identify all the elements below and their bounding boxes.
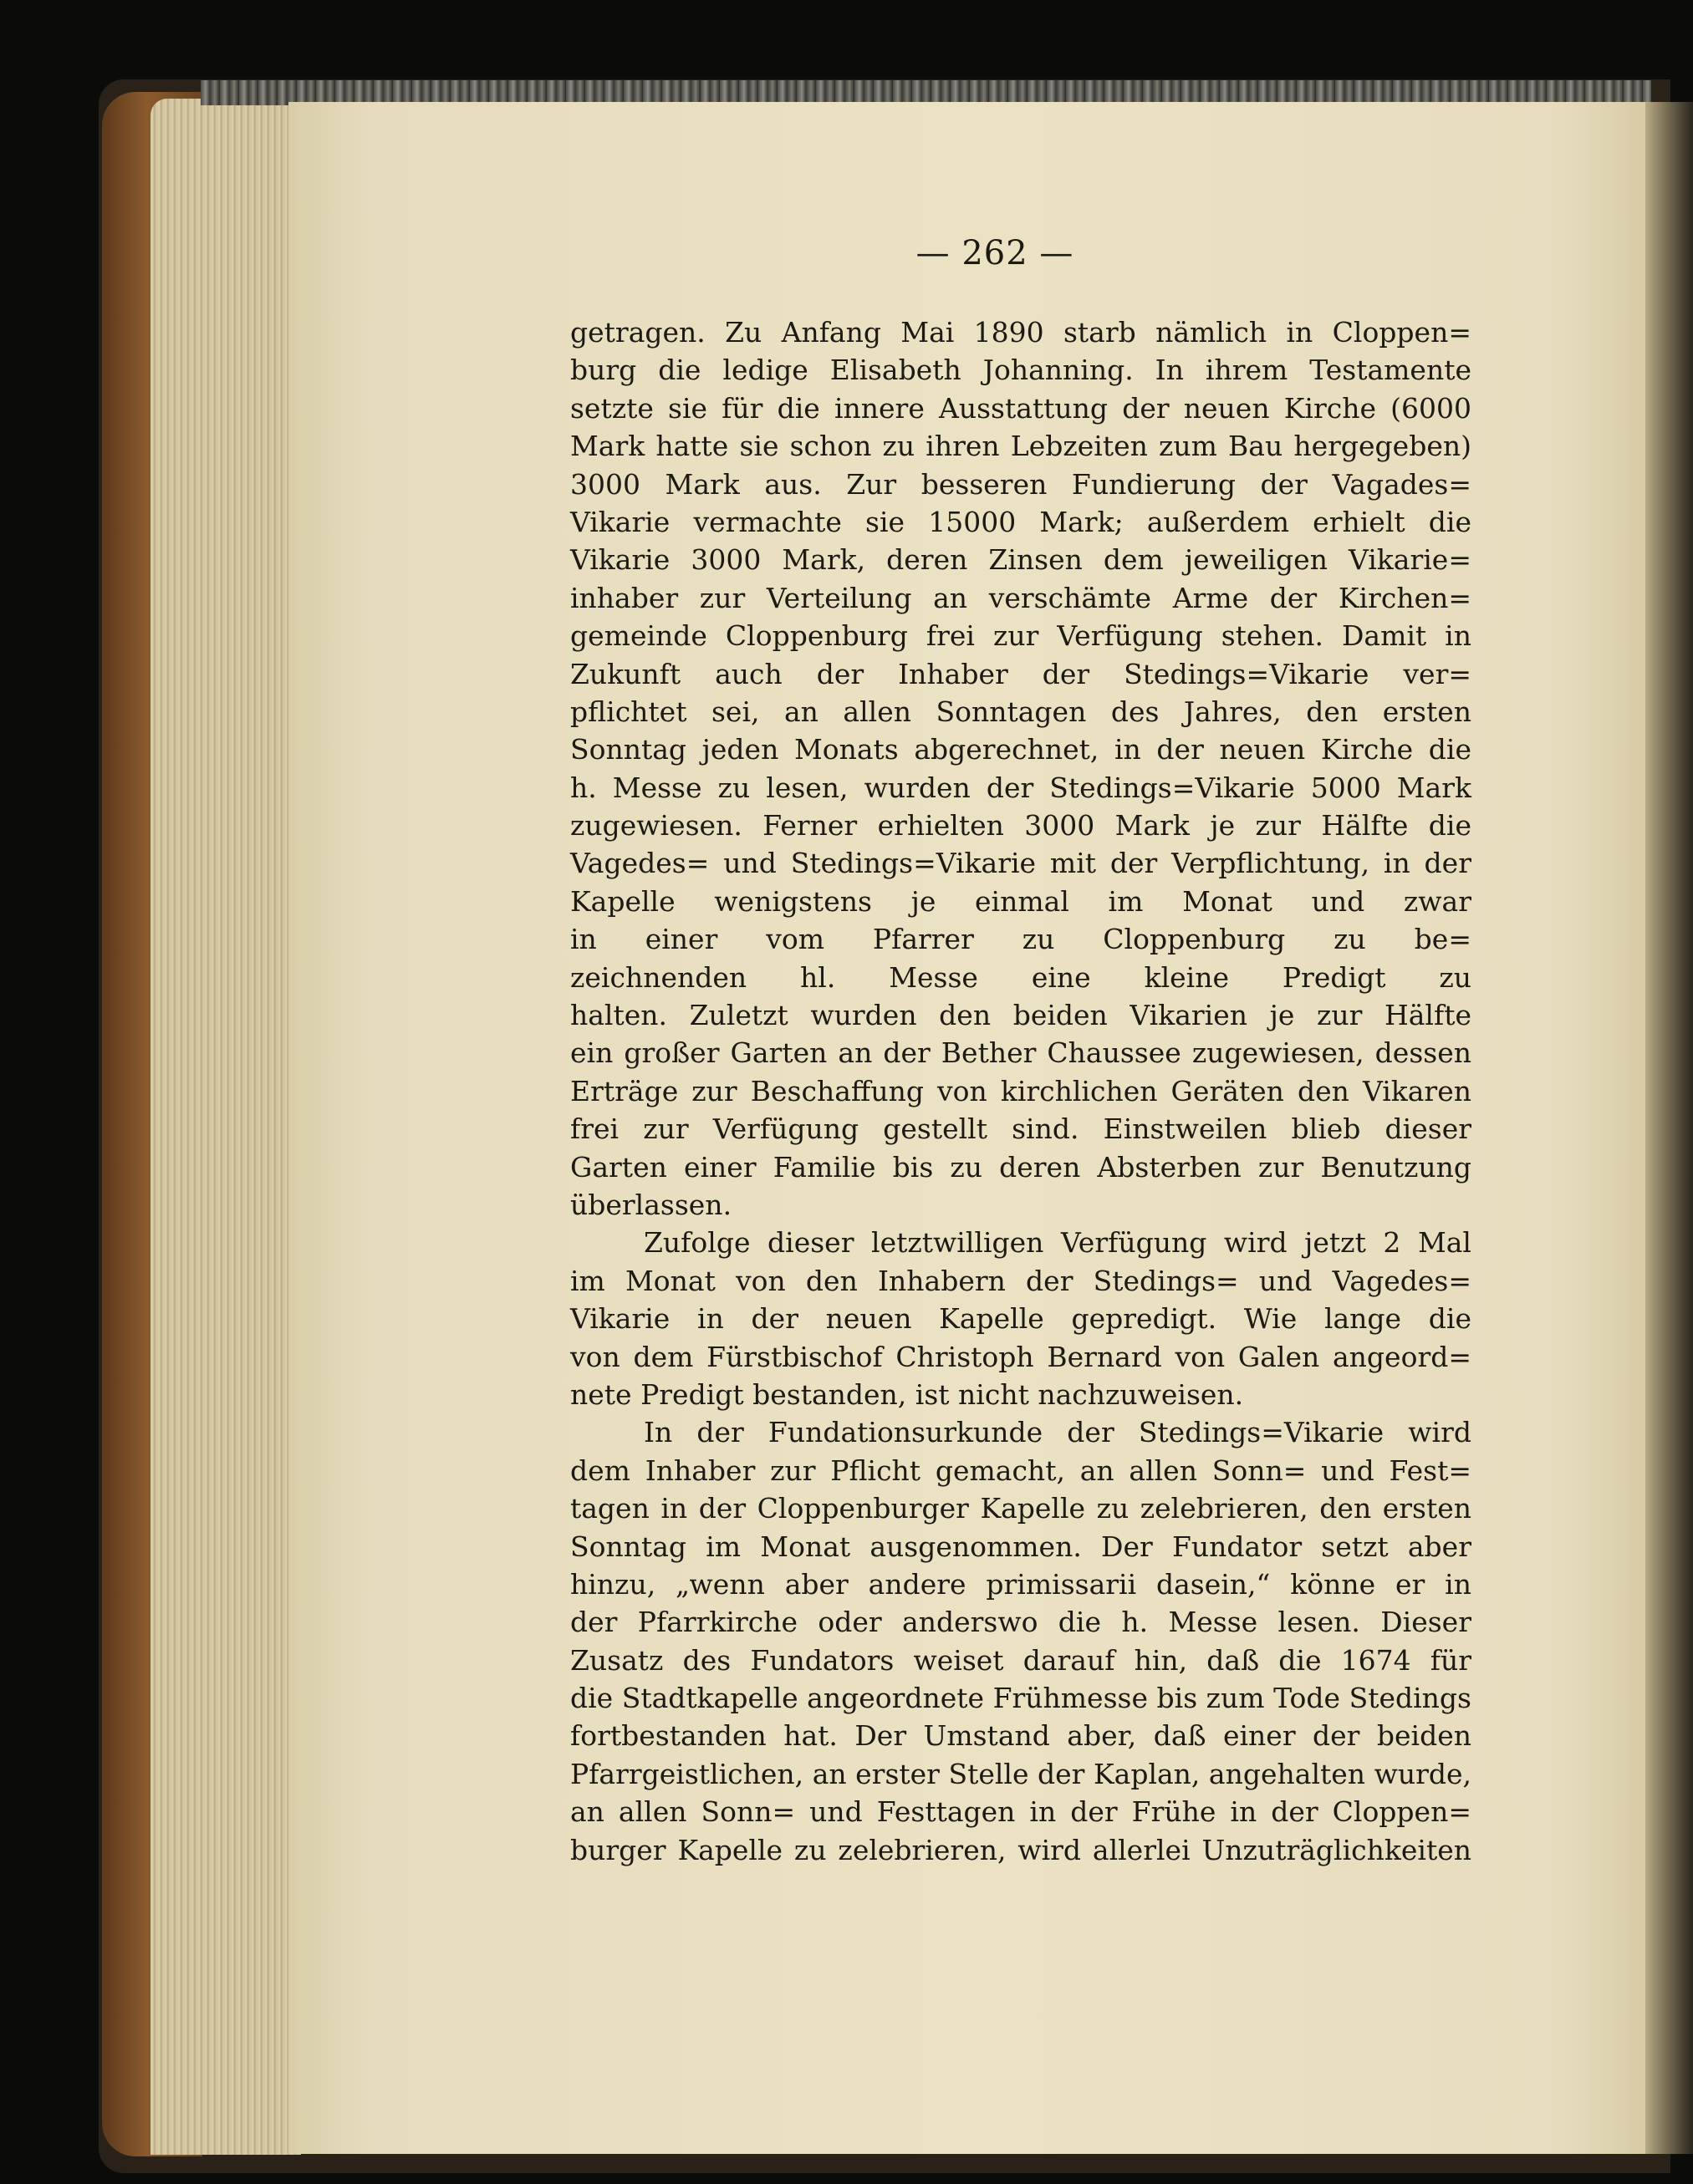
text-line: Vikarie vermachte sie 15000 Mark; außerdem erhielt die (570, 505, 1471, 538)
text-line: der Pfarrkirche oder anderswo die h. Messe lesen. Dieser (570, 1606, 1471, 1639)
page-stack-edges (150, 99, 301, 2155)
text-line: zeichnenden hl. Messe eine kleine Predigt zu (570, 960, 1471, 994)
page-gutter (1645, 102, 1693, 2154)
text-line: die Stadtkapelle angeordnete Frühmesse bis zum Tode Stedings (570, 1682, 1471, 1715)
text-line: halten. Zuletzt wurden den beiden Vikarien je zur Hälfte (570, 999, 1471, 1032)
text-line: Vikarie 3000 Mark, deren Zinsen dem jeweiligen Vikarie= (570, 543, 1471, 577)
text-line: getragen. Zu Anfang Mai 1890 starb nämlich in Cloppen= (570, 316, 1471, 349)
text-line: Mark hatte sie schon zu ihren Lebzeiten zum Bau hergegeben) (570, 430, 1471, 463)
text-line: frei zur Verfügung gestellt sind. Einstweilen blieb dieser (570, 1112, 1471, 1146)
body-text (570, 313, 1471, 1869)
text-line: überlassen. (570, 1188, 732, 1221)
text-line: Sonntag jeden Monats abgerechnet, in der neuen Kirche die (570, 733, 1471, 766)
text-line: Vikarie in der neuen Kapelle gepredigt. Wie lange die (570, 1302, 1471, 1336)
text-line: pflichtet sei, an allen Sonntagen des Jahres, den ersten (570, 695, 1471, 728)
text-line: an allen Sonn= und Festtagen in der Frühe in der Cloppen= (570, 1795, 1471, 1829)
text-line: ein großer Garten an der Bether Chaussee zugewiesen, dessen (570, 1036, 1471, 1070)
text-line: hinzu, „wenn aber andere primissarii dasein,“ könne er in (570, 1567, 1471, 1601)
text-line: h. Messe zu lesen, wurden der Stedings=Vikarie 5000 Mark (570, 771, 1471, 804)
text-line: setzte sie für die innere Ausstattung der neuen Kirche (6000 (570, 391, 1471, 425)
text-line: inhaber zur Verteilung an verschämte Arme der Kirchen= (570, 581, 1471, 614)
text-line: fortbestanden hat. Der Umstand aber, daß einer der beiden (570, 1719, 1471, 1753)
page-number: — 262 — (915, 234, 1074, 272)
text-line: Sonntag im Monat ausgenommen. Der Fundator setzt aber (570, 1530, 1471, 1563)
text-line: im Monat von den Inhabern der Stedings= und Vagedes= (570, 1264, 1471, 1297)
text-line: Vagedes= und Stedings=Vikarie mit der Verpflichtung, in der (570, 847, 1471, 880)
text-line: tagen in der Cloppenburger Kapelle zu zelebrieren, den ersten (570, 1492, 1471, 1525)
text-line: Zukunft auch der Inhaber der Stedings=Vikarie ver= (570, 657, 1471, 690)
text-line: burg die ledige Elisabeth Johanning. In ihrem Testamente (570, 354, 1471, 387)
text-line: in einer vom Pfarrer zu Cloppenburg zu be= (570, 923, 1471, 956)
text-line: dem Inhaber zur Pflicht gemacht, an allen Sonn= und Fest= (570, 1453, 1471, 1487)
text-line: 3000 Mark aus. Zur besseren Fundierung der Vagades= (570, 467, 1471, 501)
text-line: gemeinde Cloppenburg frei zur Verfügung stehen. Damit in (570, 619, 1471, 653)
text-line: Zufolge dieser letztwilligen Verfügung wird jetzt 2 Mal (644, 1226, 1471, 1260)
text-line: von dem Fürstbischof Christoph Bernard von Galen angeord= (570, 1340, 1471, 1373)
text-line: In der Fundationsurkunde der Stedings=Vikarie wird (644, 1416, 1471, 1449)
text-line: burger Kapelle zu zelebrieren, wird allerlei Unzuträglichkeiten (570, 1833, 1471, 1866)
text-line: Zusatz des Fundators weiset darauf hin, daß die 1674 für (570, 1643, 1471, 1677)
text-line: zugewiesen. Ferner erhielten 3000 Mark je zur Hälfte die (570, 809, 1471, 843)
text-line: Garten einer Familie bis zu deren Absterben zur Benutzung (570, 1150, 1471, 1184)
text-line: nete Predigt bestanden, ist nicht nachzuweisen. (570, 1377, 1244, 1411)
text-line: Pfarrgeistlichen, an erster Stelle der Kaplan, angehalten wurde, (570, 1757, 1471, 1790)
text-line: Kapelle wenigstens je einmal im Monat und zwar (570, 884, 1471, 918)
text-line: Erträge zur Beschaffung von kirchlichen Geräten den Vikaren (570, 1074, 1471, 1107)
